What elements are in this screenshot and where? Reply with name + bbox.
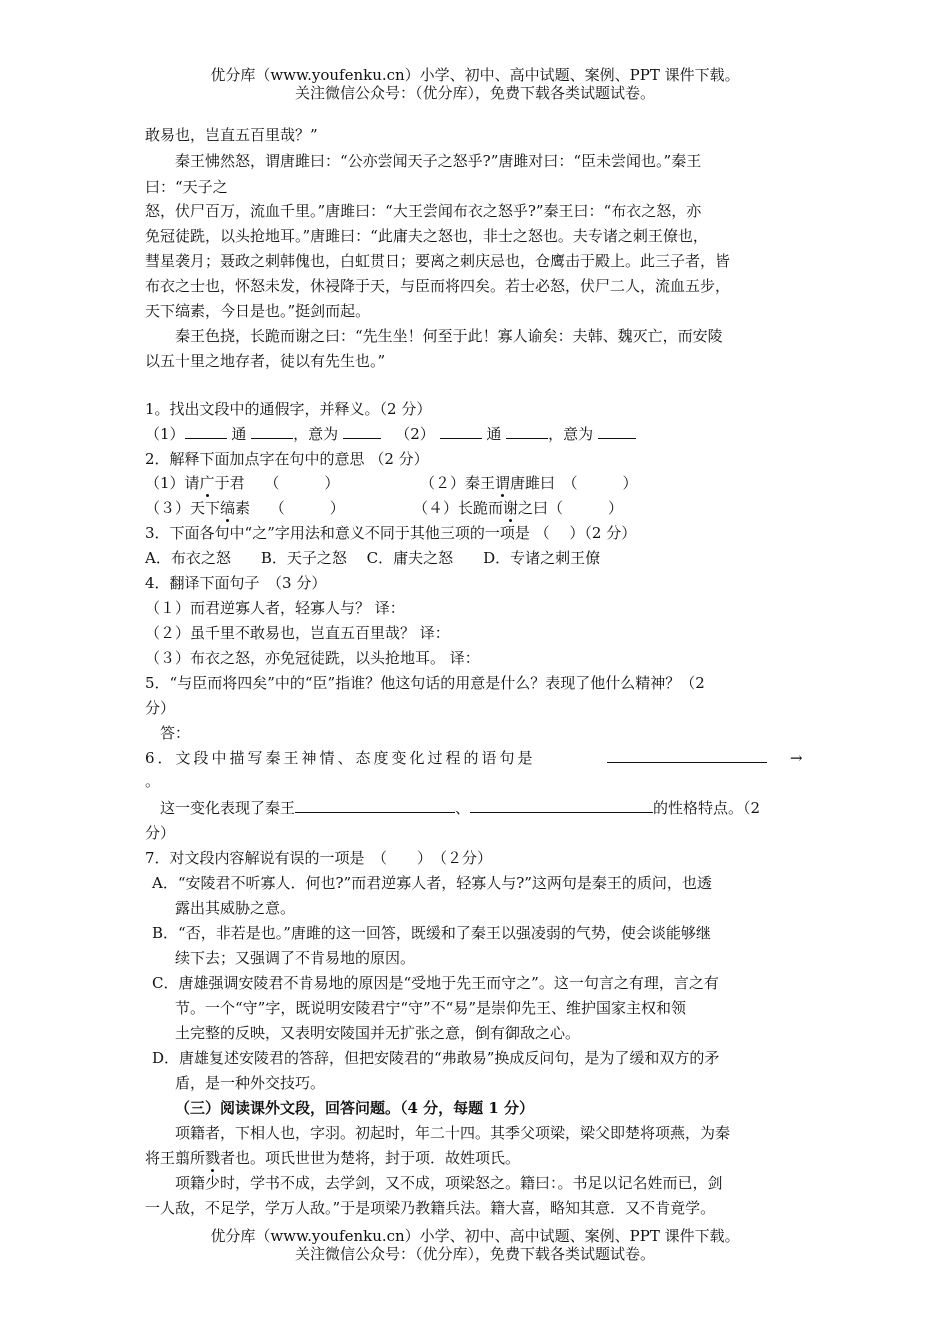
dotted-char: 戮 (205, 1149, 221, 1167)
dotted-char: 谢 (503, 499, 519, 517)
answer-blank[interactable] (251, 424, 293, 439)
question-4: 4．翻译下面句子 （3 分） (145, 574, 327, 592)
passage-line: 秦王色挠，长跪而谢之曰：“先生坐！何至于此！寡人谕矣：夫韩、魏灭亡，而安陵 (175, 327, 723, 345)
question-3-options: A．布衣之怒 B．天子之怒 C．庸夫之怒 D．专诸之刺王僚 (145, 549, 601, 567)
answer-blank[interactable] (343, 424, 381, 439)
answer-blank[interactable] (440, 424, 482, 439)
option-b-cont: 续下去；又强调了不肯易地的原因。 (175, 949, 416, 967)
question-7: 7．对文段内容解说有误的一项是 （ ） （２分） (145, 849, 493, 867)
answer-blank[interactable] (295, 798, 455, 813)
answer-blank[interactable] (607, 746, 767, 770)
answer-blank[interactable] (470, 798, 653, 813)
question-6-end: 。 (145, 772, 161, 790)
question-6: 6．文段中描写秦王神情、态度变化过程的语句是 (145, 749, 536, 767)
question-4-item: （３）布衣之怒，亦免冠徒跣，以头抢地耳。 译： (145, 649, 480, 667)
option-a: A．“安陵君不听寡人．何也?”而君逆寡人者，轻寡人与?”这两句是秦王的质问，也透 (152, 874, 712, 892)
question-2: 2．解释下面加点字在句中的意思 （2 分） (145, 450, 429, 468)
option-b: B．“否，非若是也。”唐雎的这一回答，既缓和了秦王以强凌弱的气势，使会谈能够继 (152, 924, 711, 942)
answer-blank[interactable] (598, 424, 636, 439)
header-line-1: 优分库（www.youfenku.cn）小学、初中、高中试题、案例、PPT 课件下载。 (210, 66, 740, 84)
passage-line: 免冠徒跣，以头抢地耳。”唐雎曰：“此庸夫之怒也，非士之怒也。夫专诸之刺王僚也， (145, 227, 708, 245)
question-1-blanks: （1） 通 ，意为 （2） 通 ，意为 (145, 422, 636, 446)
passage-line: 布衣之士也，怀怒未发，休祲降于天，与臣而将四矣。若士必怒，伏尸二人，流血五步， (145, 277, 731, 295)
passage-line: 彗星袭月；聂政之刺韩傀也，白虹贯日；要离之刺庆忌也，仓鹰击于殿上。此三子者，皆 (145, 252, 731, 270)
page-header (0, 66, 950, 102)
question-4-item: （１）而君逆寡人者，轻寡人与？ 译： (145, 599, 405, 617)
passage-line: 曰：“天子之 (145, 178, 228, 196)
question-2-item-2: （２）秦王谓唐雎曰 （ ） (420, 474, 638, 492)
passage-line: 敢易也，岂直五百里哉？” (145, 126, 318, 144)
passage-line: 将王翦所戮者也。项氏世世为楚将，封于项．故姓项氏。 (145, 1149, 521, 1167)
question-4-item: （２）虽千里不敢易也，岂直五百里哉？ 译： (145, 624, 450, 642)
page-footer (0, 1227, 950, 1263)
answer-blank[interactable] (506, 424, 548, 439)
question-3: 3．下面各句中“之”字用法和意义不同于其他三项的一项是 （ ）（2 分） (145, 524, 637, 542)
passage-line: 天下缟素，今日是也。”挺剑而起。 (145, 302, 371, 320)
option-c-cont: 节。一个“守”字，既说明安陵君宁“守”不“易”是崇仰先王、维护国家主权和领 (175, 999, 687, 1017)
header-line-2: 关注微信公众号：（优分库），免费下载各类试题试卷。 (294, 84, 655, 102)
option-c: C．唐雄强调安陵君不肯易地的原因是“受地于先王而守之”。这一句言之有理，言之有 (152, 974, 719, 992)
question-6-line-2: 这一变化表现了秦王 、 的性格特点。（2 (160, 799, 761, 817)
answer-blank[interactable] (185, 424, 227, 439)
passage-line: 项籍少时，学书不成，去学剑，又不成，项梁怒之。籍曰：。书足以记名姓而已，剑 (175, 1174, 723, 1192)
dotted-char: 广 (199, 474, 215, 492)
question-1: 1。找出文段中的通假字，并释义。（2 分） (145, 400, 432, 418)
question-2-item-1: （1）请广于君 （ ） (145, 474, 340, 492)
dotted-char: 谓 (495, 474, 511, 492)
arrow-icon: → (790, 749, 803, 767)
passage-line: 秦王怫然怒，谓唐雎曰：“公亦尝闻天子之怒乎?”唐雎对曰：“臣未尝闻也。”秦王 (175, 152, 702, 170)
passage-line: 一人敌，不足学，学万人敌。”于是项梁乃教籍兵法。籍大喜，略知其意．又不肯竟学。 (145, 1199, 716, 1217)
footer-line-2: 关注微信公众号：（优分库），免费下载各类试题试卷。 (294, 1245, 655, 1263)
question-5: 5．“与臣而将四矣”中的“臣”指谁？他这句话的用意是什么？表现了他什么精神？（2 (145, 674, 705, 692)
passage-line: 项籍者，下相人也，字羽。初起时，年二十四。其季父项梁，梁父即楚将项燕，为秦 (175, 1124, 731, 1142)
footer-line-1: 优分库（www.youfenku.cn）小学、初中、高中试题、案例、PPT 课件下载。 (210, 1227, 740, 1245)
section-title: （三）阅读课外文段，回答问题。（4 分，每题 1 分） (175, 1099, 535, 1117)
dotted-char: 缟 (220, 499, 236, 517)
question-5-cont: 分） (145, 699, 176, 717)
question-2-item-4: （４）长跪而谢之曰（ ） (413, 499, 624, 517)
option-d: D．唐雄复述安陵君的答辞，但把安陵君的“弗敢易”换成反问句，是为了缓和双方的矛 (152, 1049, 720, 1067)
question-6-cont: 分） (145, 824, 176, 842)
option-c-cont: 土完整的反映，又表明安陵国并无扩张之意，倒有御敌之心。 (175, 1024, 581, 1042)
passage-line: 怒，伏尸百万，流血千里。”唐雎曰：“大王尝闻布衣之怒乎?”秦王曰：“布衣之怒，亦 (145, 202, 702, 220)
passage-line: 以五十里之地存者，徒以有先生也。” (145, 352, 386, 370)
question-2-item-3: （３）天下缟素 （ ） (145, 499, 345, 517)
option-a-cont: 露出其威胁之意。 (175, 899, 296, 917)
option-d-cont: 盾，是一种外交技巧。 (175, 1074, 326, 1092)
answer-label: 答： (160, 724, 191, 742)
